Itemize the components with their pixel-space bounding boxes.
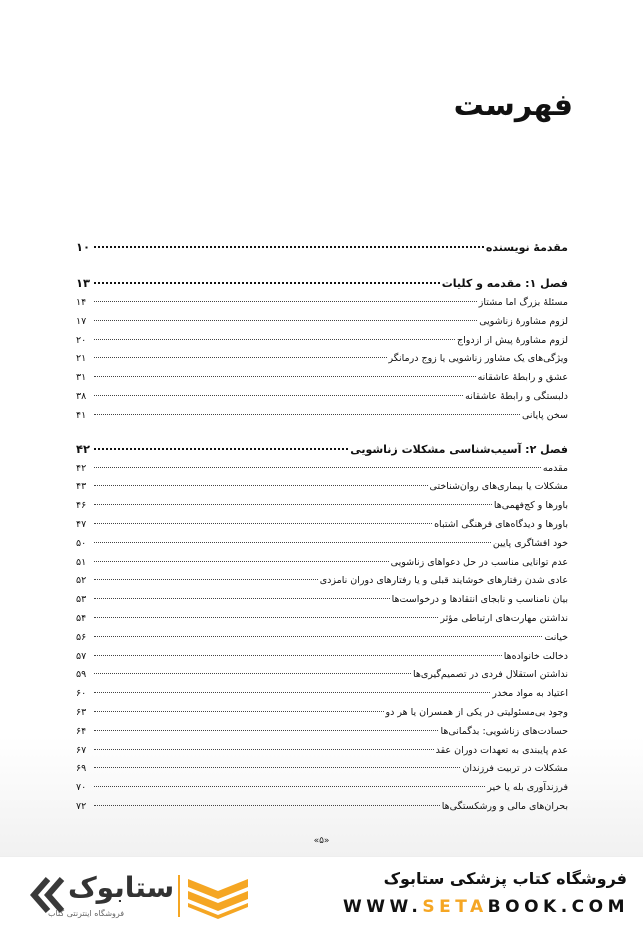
leader-dots: [94, 655, 502, 656]
logo-brand-word: ستابوک: [68, 871, 175, 904]
leader-dots: [94, 357, 387, 358]
toc-entry-page: ۴۲: [76, 462, 87, 474]
setabook-logo[interactable]: [30, 871, 250, 921]
leader-dots: [94, 636, 542, 637]
toc-entry-page: ۵۲: [76, 575, 87, 587]
toc-entry[interactable]: [76, 742, 568, 761]
toc-entry-label: نداشتن استقلال فردی در تصمیم‌گیری‌ها: [412, 669, 568, 681]
toc-entry-label: خیانت: [544, 631, 568, 643]
toc-entry-label: بیان نامناسب و نابجای انتقادها و درخواست‌ها: [391, 594, 568, 606]
toc-entry-label: فرزندآوری بله یا خیر: [487, 782, 568, 794]
toc-entry-label: مقدمه: [542, 462, 568, 474]
toc-entry[interactable]: [76, 294, 568, 313]
toc-entry-page: ۳۱: [76, 372, 87, 384]
toc-entry[interactable]: [76, 572, 568, 591]
toc-entry-page: ۴۷: [76, 518, 87, 530]
toc-entry[interactable]: [76, 350, 568, 369]
toc-entry[interactable]: [76, 313, 568, 332]
toc-entry-page: ۶۴: [76, 725, 87, 737]
toc-entry[interactable]: [76, 535, 568, 554]
toc-entry[interactable]: [76, 648, 568, 667]
page-number: «۵»: [313, 836, 330, 846]
toc-entry[interactable]: [76, 516, 568, 535]
toc-entry-label: دلبستگی و رابطهٔ عاشقانه: [465, 390, 568, 402]
toc-entry-page: ۵۹: [76, 669, 87, 681]
toc-entry-label: عشق و رابطهٔ عاشقانه: [477, 372, 568, 384]
page-title: فهرست: [453, 88, 573, 123]
toc-entry[interactable]: [76, 591, 568, 610]
toc-entry-label: باورها و کج‌فهمی‌ها: [493, 500, 568, 512]
leader-dots: [94, 376, 476, 377]
leader-dots: [94, 711, 384, 712]
toc-entry-label: ویژگی‌های یک مشاور زناشویی یا زوج درمانگر: [388, 353, 568, 365]
toc-entry[interactable]: [76, 369, 568, 388]
toc-entry-page: ۵۷: [76, 650, 87, 662]
leader-dots: [94, 579, 318, 580]
toc-entry-page: ۱۴: [76, 297, 87, 308]
toc-entry-label: نداشتن مهارت‌های ارتباطی مؤثر: [440, 612, 568, 624]
toc-entry-page: ۳۸: [76, 390, 87, 402]
toc-entry-label: وجود بی‌مسئولیتی در یکی از همسران یا هر دو: [385, 706, 568, 718]
toc-entry-page: ۶۰: [76, 688, 87, 700]
url-suffix: BOOK.COM: [487, 897, 629, 917]
toc-entry-page: ۶۹: [76, 763, 87, 775]
toc-entry-page: ۵۳: [76, 594, 87, 606]
logo-divider: [178, 875, 180, 917]
chapter-2-entries: [76, 460, 568, 817]
toc-entry-page: ۵۴: [76, 612, 87, 624]
leader-dots: [94, 485, 428, 486]
toc-entry-page: ۴۱: [76, 409, 87, 421]
toc-entry-label: عدم توانایی مناسب در حل دعواهای زناشویی: [390, 556, 568, 568]
toc-entry-label: حسادت‌های زناشویی: بدگمانی‌ها: [440, 725, 568, 737]
leader-dots: [94, 542, 491, 543]
toc-entry[interactable]: [76, 723, 568, 742]
chapter-1-entries: [76, 294, 568, 426]
toc-entry-label: مشکلات در تربیت فرزندان: [462, 763, 568, 775]
toc-entry[interactable]: [76, 760, 568, 779]
leader-dots: [94, 395, 463, 396]
leader-dots: [94, 282, 440, 284]
leader-dots: [94, 339, 455, 340]
toc-entry-page: ۷۲: [76, 800, 87, 812]
toc-entry[interactable]: [76, 704, 568, 723]
leader-dots: [94, 561, 389, 562]
leader-dots: [94, 467, 541, 468]
leader-dots: [94, 730, 438, 731]
chapter-2-page: ۴۲: [76, 441, 91, 456]
toc-entry-label: اعتیاد به مواد مخدر: [492, 688, 568, 700]
leader-dots: [94, 448, 348, 450]
toc-preface[interactable]: [76, 236, 568, 258]
leader-dots: [94, 320, 477, 321]
leader-dots: [94, 692, 490, 693]
url-prefix: WWW.: [343, 897, 423, 917]
toc-entry-page: ۴۳: [76, 481, 87, 493]
store-name: فروشگاه کتاب پزشکی ستابوک: [383, 869, 627, 888]
toc-entry-page: ۵۶: [76, 631, 87, 643]
leader-dots: [94, 749, 434, 750]
leader-dots: [94, 786, 485, 787]
toc-entry[interactable]: [76, 497, 568, 516]
toc-entry-page: ۶۳: [76, 706, 87, 718]
toc-entry-label: مسئلهٔ بزرگ اما مشتاز: [478, 297, 568, 308]
toc-chapter-1[interactable]: [76, 272, 568, 294]
toc-entry[interactable]: [76, 460, 568, 479]
toc-entry-page: ۵۰: [76, 537, 87, 549]
toc-entry-page: ۴۶: [76, 500, 87, 512]
store-url[interactable]: [343, 897, 629, 917]
toc-entry[interactable]: [76, 610, 568, 629]
toc-entry-label: سخن پایانی: [522, 409, 568, 421]
url-accent: SETA: [422, 897, 488, 917]
toc-entry-label: مشکلات یا بیماری‌های روان‌شناختی: [429, 481, 568, 493]
leader-dots: [94, 673, 411, 674]
toc-entry[interactable]: [76, 388, 568, 407]
table-of-contents: [76, 236, 568, 817]
toc-entry-label: عادی شدن رفتارهای خوشایند قبلی و یا رفتارهای دوران نامزدی: [319, 575, 568, 587]
toc-entry-label: لزوم مشاورهٔ زناشویی: [479, 315, 568, 327]
leader-dots: [94, 523, 432, 524]
toc-entry-label: لزوم مشاورهٔ پیش از ازدواج: [457, 334, 568, 346]
toc-entry[interactable]: [76, 685, 568, 704]
store-footer-banner: [0, 856, 643, 927]
toc-entry-page: ۲۰: [76, 334, 87, 346]
leader-dots: [94, 767, 460, 768]
leader-dots: [94, 504, 492, 505]
leader-dots: [94, 598, 390, 599]
leader-dots: [94, 805, 440, 806]
toc-entry-label: عدم پایبندی به تعهدات دوران عقد: [435, 744, 568, 756]
book-stack-icon: [186, 875, 250, 919]
toc-entry-page: ۷۰: [76, 782, 87, 794]
toc-entry-page: ۶۷: [76, 744, 87, 756]
toc-entry-label: دخالت خانواده‌ها: [503, 650, 568, 662]
toc-entry-page: ۱۷: [76, 315, 87, 327]
toc-entry[interactable]: [76, 478, 568, 497]
chapter-1-page: ۱۳: [76, 276, 91, 290]
toc-entry[interactable]: [76, 779, 568, 798]
toc-entry[interactable]: [76, 798, 568, 817]
toc-entry[interactable]: [76, 332, 568, 351]
leader-dots: [94, 246, 484, 248]
toc-entry-label: بحران‌های مالی و ورشکستگی‌ها: [441, 800, 568, 812]
chapter-1-label: فصل ۱: مقدمه و کلیات: [441, 277, 568, 290]
toc-entry[interactable]: [76, 666, 568, 685]
leader-dots: [94, 617, 438, 618]
toc-preface-page: ۱۰: [76, 240, 91, 254]
toc-entry-label: باورها و دیدگاه‌های فرهنگی اشتباه: [434, 518, 568, 530]
toc-entry[interactable]: [76, 554, 568, 573]
leader-dots: [94, 301, 477, 302]
toc-entry-label: خود افشاگری پایین: [492, 537, 568, 549]
toc-entry-page: ۲۱: [76, 353, 87, 365]
leader-dots: [94, 414, 520, 415]
toc-preface-label: مقدمهٔ نویسنده: [485, 241, 568, 254]
toc-chapter-2[interactable]: [76, 438, 568, 460]
chapter-2-label: فصل ۲: آسیب‌شناسی مشکلات زناشویی: [350, 442, 568, 456]
toc-entry[interactable]: [76, 407, 568, 426]
toc-entry[interactable]: [76, 629, 568, 648]
logo-tagline: فروشگاه اینترنتی کتاب: [48, 909, 125, 918]
toc-entry-page: ۵۱: [76, 556, 87, 568]
